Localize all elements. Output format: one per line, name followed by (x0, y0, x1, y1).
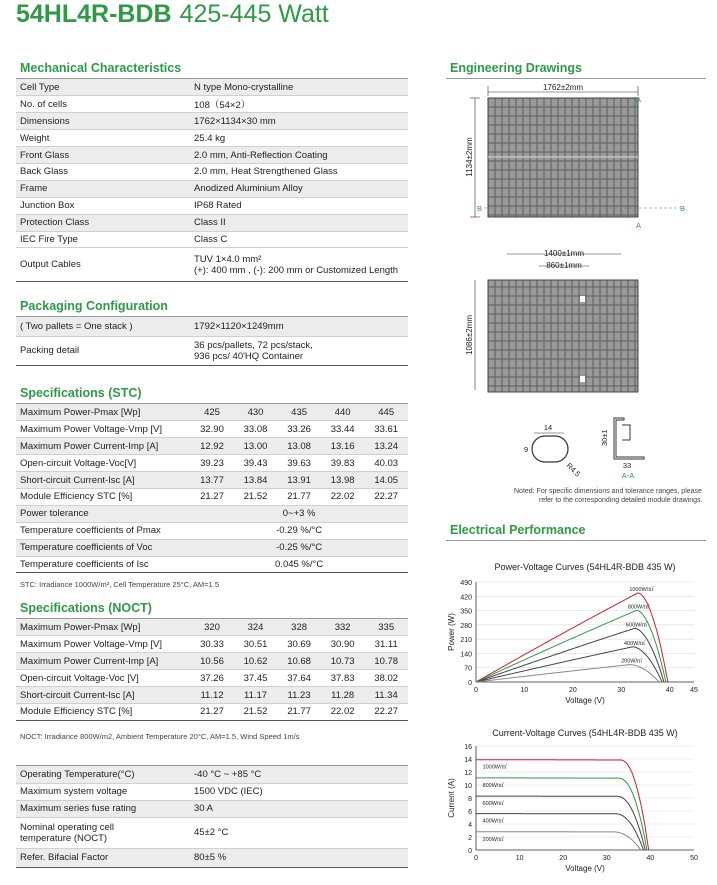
noct-value: 10.68 (277, 653, 321, 670)
y-tick-label: 0 (468, 680, 472, 687)
stc-label: Maximum Power-Pmax [Wp] (16, 404, 190, 421)
series-label: 400W/㎡ (482, 818, 504, 825)
stc-row (16, 455, 408, 472)
x-tick-label: 40 (646, 855, 655, 862)
front-height-label: 1134±2mm (465, 137, 474, 177)
max-voltage-label: Maximum system voltage (20, 786, 128, 797)
mechanical-row (16, 214, 408, 231)
chart-title: Current-Voltage Curves (54HL4R-BDB 435 W) (492, 728, 678, 738)
noct-row (16, 670, 408, 687)
stc-value: 22.27 (374, 491, 399, 503)
noct-row (16, 703, 408, 720)
mechanical-label: Cell Type (16, 79, 192, 96)
stc-table (16, 404, 408, 573)
packaging-heading: Packaging Configuration (20, 299, 168, 313)
x-tick-label: 50 (690, 855, 698, 862)
mechanical-heading: Mechanical Characteristics (20, 61, 182, 75)
fuse-rating-value: 30 A (192, 800, 408, 817)
mechanical-value: 1762×1134×30 mm (192, 113, 408, 130)
noct-row (16, 636, 408, 653)
stc-row (16, 472, 408, 489)
x-tick-label: 20 (559, 855, 568, 862)
stc-value: -0.29 %/°C (276, 525, 323, 537)
mechanical-label: Back Glass (20, 166, 69, 178)
frame-height-label: 30±1 (600, 429, 609, 446)
y-tick-label: 490 (460, 580, 472, 587)
stc-value: 13.98 (321, 472, 365, 489)
mechanical-label: Weight (20, 132, 50, 144)
stc-value: 33.44 (330, 423, 355, 435)
stc-row (16, 522, 408, 539)
stc-value: 33.08 (243, 423, 268, 435)
x-axis-label: Voltage (V) (565, 696, 605, 705)
y-tick-label: 420 (460, 594, 472, 602)
noct-value: 21.52 (243, 706, 268, 718)
back-module (488, 280, 638, 392)
stc-value: -0.25 %/°C (190, 539, 408, 556)
noct-value: 10.56 (190, 653, 234, 670)
noct-value: 45±2 °C (194, 827, 229, 838)
stc-value: 0.045 %/°C (275, 558, 324, 570)
section-b-left: B (477, 204, 483, 213)
frame-section (600, 418, 644, 480)
stc-value: 21.52 (243, 491, 268, 503)
noct-value: 11.34 (364, 687, 408, 704)
y-tick-label: 10 (464, 783, 472, 790)
drawing-note-line2: refer to the corresponding detailed module drawings. (539, 497, 703, 504)
stc-label: Temperature coefficients of Voc (16, 539, 190, 556)
power-range: 425-445 Watt (179, 0, 329, 28)
stc-value: 39.83 (330, 457, 355, 469)
mechanical-value: 25.4 kg (194, 132, 226, 144)
mechanical-value: IP68 Rated (194, 200, 242, 212)
stack-label: ( Two pallets = One stack ) (16, 317, 192, 336)
x-tick-label: 0 (474, 855, 478, 862)
noct-label-line1: Nominal operating cell (20, 821, 114, 833)
hole-radius-label: R4.5 (564, 461, 583, 479)
stc-value: 0~+3 % (190, 505, 408, 522)
stc-label: Power tolerance (16, 505, 190, 522)
x-tick-label: 30 (602, 855, 611, 862)
stc-value: 13.00 (234, 438, 278, 455)
noct-label: Module Efficiency STC [%] (20, 706, 133, 718)
stc-label: Short-circuit Current-Isc [A] (16, 472, 190, 489)
series-label: 1000W/㎡ (629, 587, 654, 594)
series-label: 600W/㎡ (625, 622, 648, 629)
noct-value: 11.28 (321, 687, 365, 704)
mechanical-value: 2.0 mm, Heat Strengthened Glass (194, 166, 338, 178)
bifacial-label: Refer. Bifacial Factor (16, 848, 192, 867)
noct-value: 324 (234, 619, 278, 636)
mechanical-label: Dimensions (16, 113, 192, 130)
mechanical-value: Class II (192, 214, 408, 231)
stc-value: 430 (234, 404, 278, 421)
noct-label: Open-circuit Voltage-Voc [V] (20, 672, 139, 684)
y-tick-label: 2 (468, 835, 472, 842)
x-tick-label: 10 (515, 855, 524, 862)
oper-temp-label: Operating Temperature(°C) (16, 766, 192, 783)
noct-value: 31.11 (374, 638, 398, 650)
stc-value: 445 (364, 404, 408, 421)
y-tick-label: 12 (464, 770, 472, 777)
noct-label: Maximum Power-Pmax [Wp] (16, 619, 190, 636)
noct-value: 11.12 (190, 687, 234, 704)
engineering-heading: Engineering Drawings (450, 61, 582, 75)
hole-width-label: 14 (543, 423, 553, 432)
noct-label: Short-circuit Current-Isc [A] (16, 687, 190, 704)
stc-value: 13.91 (277, 472, 321, 489)
noct-value: 30.90 (330, 638, 355, 650)
stc-value: 39.23 (200, 457, 224, 469)
noct-value: 37.26 (200, 672, 224, 684)
y-tick-label: 140 (460, 651, 472, 659)
back-view (465, 249, 638, 392)
series-label: 200W/㎡ (482, 836, 504, 843)
series-label: 200W/㎡ (621, 658, 643, 665)
y-tick-label: 0 (468, 848, 472, 855)
operating-table (16, 766, 408, 868)
x-tick-label: 20 (568, 687, 577, 694)
mechanical-row (16, 96, 408, 113)
noct-value: 37.45 (243, 672, 268, 684)
series-label: 400W/㎡ (623, 640, 646, 647)
noct-value: 30.69 (287, 638, 311, 650)
noct-value: 21.27 (200, 706, 224, 718)
noct-label-line2: temperature (NOCT) (20, 832, 108, 844)
noct-value: 10.78 (364, 653, 408, 670)
electrical-heading: Electrical Performance (450, 523, 586, 537)
mechanical-row (16, 113, 408, 130)
engineering-drawings (446, 80, 708, 510)
output-cables-label: Output Cables (20, 259, 81, 271)
noct-note: NOCT: Irradiance 800W/m2, Ambient Temperature 20°C, AM=1.5, Wind Speed 1m/s (20, 732, 300, 741)
noct-heading: Specifications (NOCT) (20, 601, 152, 615)
noct-value: 37.64 (287, 672, 311, 684)
y-axis-label: Power (W) (447, 613, 456, 651)
noct-value: 335 (364, 619, 408, 636)
stc-row (16, 488, 408, 505)
stc-value: 435 (277, 404, 321, 421)
page-title (16, 0, 329, 29)
stc-label: Open-circuit Voltage-Voc[V] (20, 457, 137, 469)
mechanical-label: No. of cells (20, 98, 67, 110)
chart-title: Power-Voltage Curves (54HL4R-BDB 435 W) (494, 562, 676, 572)
y-tick-label: 70 (464, 665, 472, 673)
series-line (476, 665, 659, 682)
series-line (476, 628, 664, 682)
y-tick-label: 16 (464, 744, 472, 751)
mechanical-label: Frame (16, 180, 192, 197)
mechanical-value: 108（54×2） (194, 100, 251, 112)
stc-value: 440 (321, 404, 365, 421)
mechanical-value: N type Mono-crystalline (192, 79, 408, 96)
drawing-note-line1: Noted: For specific dimensions and tolerance ranges, please (514, 488, 702, 495)
mechanical-row (16, 248, 408, 282)
mechanical-row (16, 130, 408, 147)
packing-detail-label: Packing detail (20, 345, 80, 356)
noct-label: Maximum Power Voltage-Vmp [V] (20, 638, 163, 650)
back-width1-label: 1400±1mm (544, 249, 584, 258)
mechanical-table (16, 79, 408, 282)
noct-value: 21.77 (287, 706, 311, 718)
stc-row (16, 505, 408, 522)
y-tick-label: 8 (468, 796, 472, 803)
noct-label: Maximum Power Current-Imp [A] (16, 653, 190, 670)
noct-value: 328 (277, 619, 321, 636)
mechanical-value: Anodized Aluminium Alloy (192, 180, 408, 197)
stc-label: Temperature coefficients of Isc (20, 558, 149, 570)
series-label: 800W/㎡ (482, 782, 504, 789)
engineering-rule (446, 78, 706, 79)
noct-value: 332 (321, 619, 365, 636)
noct-row (16, 619, 408, 636)
stc-value: 13.16 (321, 438, 365, 455)
back-width2-label: 860±1mm (546, 261, 582, 270)
series-label: 800W/㎡ (627, 604, 650, 611)
noct-value: 320 (190, 619, 234, 636)
mechanical-row (16, 163, 408, 180)
front-view (465, 83, 685, 230)
noct-row (16, 687, 408, 704)
front-width-label: 1762±2mm (543, 83, 583, 92)
y-axis-label: Current (A) (447, 778, 456, 818)
noct-value: 11.23 (277, 687, 321, 704)
x-tick-label: 30 (617, 687, 626, 694)
mechanical-row (16, 147, 408, 164)
x-tick-label: 45 (690, 687, 698, 694)
y-tick-label: 210 (460, 637, 472, 645)
max-voltage-value: 1500 VDC (IEC) (194, 786, 263, 797)
output-cables-line2: (+): 400 mm , (-): 200 mm or Customized Length (194, 264, 399, 276)
y-tick-label: 350 (460, 608, 472, 616)
stc-value: 13.24 (364, 438, 408, 455)
packaging-table (16, 317, 408, 366)
stc-row (16, 556, 408, 573)
stc-row (16, 404, 408, 421)
noct-value: 22.02 (330, 706, 355, 718)
stc-row (16, 421, 408, 438)
output-cables-line1: TUV 1×4.0 mm² (194, 253, 262, 265)
stc-label: Temperature coefficients of Pmax (20, 525, 161, 537)
noct-value: 37.83 (330, 672, 355, 684)
noct-table (16, 619, 408, 721)
noct-value: 22.27 (374, 706, 399, 718)
pv-chart (440, 556, 710, 712)
mechanical-row (16, 180, 408, 197)
stc-value: 13.84 (234, 472, 278, 489)
noct-value: 30.51 (243, 638, 268, 650)
y-tick-label: 4 (468, 822, 472, 829)
stc-value: 22.02 (330, 491, 355, 503)
stc-value: 21.77 (287, 491, 311, 503)
section-a-bottom: A (636, 221, 642, 230)
y-tick-label: 6 (468, 809, 472, 816)
x-tick-label: 10 (520, 687, 529, 694)
stc-value: 39.43 (243, 457, 268, 469)
y-tick-label: 280 (460, 622, 472, 630)
section-a-top: A (636, 95, 642, 104)
noct-value: 10.62 (234, 653, 278, 670)
stc-value: 425 (190, 404, 234, 421)
stc-value: 13.08 (277, 438, 321, 455)
x-tick-label: 0 (474, 687, 478, 694)
stc-label: Module Efficiency STC [%] (20, 491, 133, 503)
stc-label: Maximum Power Voltage-Vmp [V] (20, 423, 163, 435)
x-axis-label: Voltage (V) (565, 864, 605, 873)
section-b-right: B (680, 204, 686, 213)
bifacial-value: 80±5 % (192, 848, 408, 867)
fuse-rating-label: Maximum series fuse rating (16, 800, 192, 817)
iv-chart (440, 722, 710, 880)
packing-detail-line2: 936 pcs/ 40'HQ Container (194, 350, 304, 362)
stc-value: 39.63 (287, 457, 311, 469)
mechanical-value: 2.0 mm, Anti-Reflection Coating (192, 147, 408, 164)
stc-value: 12.92 (190, 438, 234, 455)
noct-value: 10.73 (321, 653, 365, 670)
noct-value: 11.17 (234, 687, 278, 704)
stc-row (16, 539, 408, 556)
noct-value: 38.02 (374, 672, 399, 684)
stc-label: Maximum Power Current-Imp [A] (16, 438, 190, 455)
mechanical-label: Protection Class (16, 214, 192, 231)
hole-detail (524, 423, 582, 479)
stc-value: 33.61 (374, 423, 399, 435)
packing-detail-line1: 36 pcs/pallets, 72 pcs/stack, (194, 339, 313, 351)
y-tick-label: 14 (464, 757, 472, 764)
series-label: 600W/㎡ (482, 801, 504, 808)
stc-value: 14.05 (364, 472, 408, 489)
stack-value: 1792×1120×1249mm (192, 317, 408, 336)
stc-value: 33.26 (287, 423, 311, 435)
stc-note: STC: Irradiance 1000W/m², Cell Temperature 25°C, AM=1.5 (20, 580, 219, 589)
mechanical-row (16, 231, 408, 248)
stc-heading: Specifications (STC) (20, 386, 142, 400)
mechanical-label: IEC Fire Type (20, 233, 78, 245)
output-cables-value (192, 248, 408, 282)
stc-value: 21.27 (200, 491, 224, 503)
stc-row (16, 438, 408, 455)
noct-value: 30.33 (200, 638, 224, 650)
stc-value: 32.90 (200, 423, 224, 435)
electrical-rule (446, 540, 706, 541)
mechanical-label: Front Glass (16, 147, 192, 164)
series-label: 1000W/㎡ (482, 764, 508, 771)
mechanical-row (16, 197, 408, 214)
stc-value: 40.03 (374, 457, 399, 469)
back-height-label: 1086±2mm (465, 315, 474, 355)
mechanical-label: Junction Box (20, 200, 75, 212)
section-aa-label: A-A (621, 471, 635, 480)
frame-width-label: 33 (622, 461, 632, 470)
model-name: 54HL4R-BDB (16, 0, 172, 28)
hole-height-label: 9 (524, 445, 529, 454)
x-tick-label: 40 (665, 687, 674, 694)
noct-row (16, 653, 408, 670)
mechanical-value: Class C (194, 233, 228, 245)
mechanical-row (16, 79, 408, 96)
oper-temp-value: -40 °C ~ +85 °C (192, 766, 408, 783)
stc-value: 13.77 (190, 472, 234, 489)
